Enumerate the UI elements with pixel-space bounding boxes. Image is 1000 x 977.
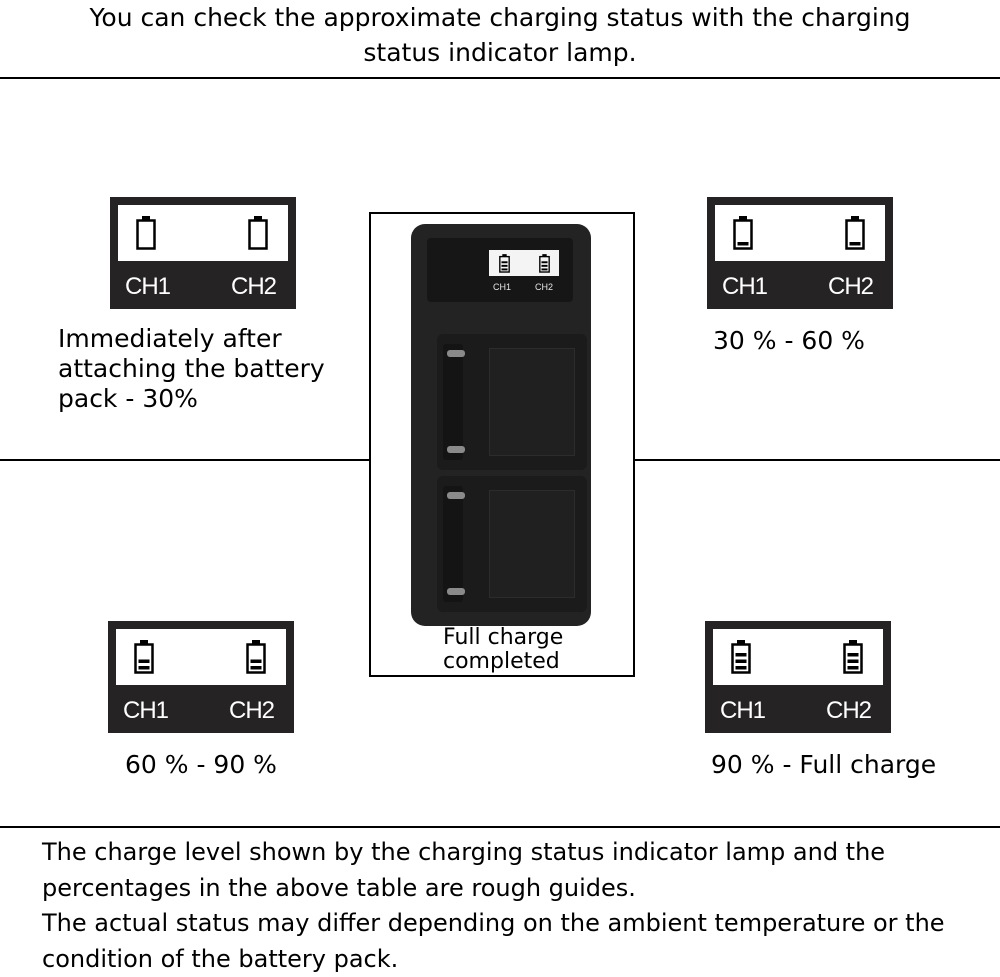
battery-slot-upper: [437, 334, 587, 470]
ch1-label: CH1: [720, 697, 766, 724]
heading: You can check the approximate charging status with the charging status indicator lamp.: [89, 3, 911, 67]
battery-icon: [248, 216, 268, 250]
indicator-screen: [116, 629, 286, 685]
battery-bar: [736, 666, 747, 670]
dual-charger-image: [411, 224, 591, 626]
indicator-panel-one-bar: [707, 197, 893, 309]
contact-pin: [447, 446, 465, 453]
indicator-screen: [715, 205, 885, 261]
battery-bar: [736, 660, 747, 664]
battery-icon: [733, 216, 753, 250]
caption-two-bars: 60 % - 90 %: [125, 750, 277, 779]
ch2-label: CH2: [229, 697, 275, 724]
slot-latch: [489, 348, 575, 456]
battery-icon: [845, 216, 865, 250]
battery-icon: [134, 640, 154, 674]
battery-bar: [541, 265, 547, 267]
charger-lcd: [427, 238, 573, 302]
indicator-panel-empty: [110, 197, 296, 309]
lcd-ch2-label: CH2: [535, 282, 554, 292]
battery-bar: [501, 268, 507, 270]
ch1-label: CH1: [123, 697, 169, 724]
full-charge-caption: Full charge completed: [443, 625, 564, 674]
slot-latch: [489, 490, 575, 598]
battery-bar: [501, 265, 507, 267]
caption-three-bars: 90 % - Full charge: [711, 750, 937, 779]
battery-icon: [136, 216, 156, 250]
battery-bar: [848, 666, 859, 670]
ch2-label: CH2: [828, 273, 874, 300]
battery-bar: [251, 660, 262, 664]
battery-bar: [736, 653, 747, 657]
ch1-label: CH1: [722, 273, 768, 300]
battery-body: [250, 221, 267, 249]
top-divider: [0, 77, 1000, 79]
charger-image-box: [369, 212, 635, 677]
footer-note-line-1: The charge level shown by the charging status indicator lamp and the percentages in the above table are rough guides.: [42, 838, 886, 902]
footer-note: [42, 835, 982, 977]
battery-bar: [541, 261, 547, 263]
battery-bar: [848, 660, 859, 664]
battery-body: [138, 221, 155, 249]
battery-bar: [251, 666, 262, 670]
battery-bar: [139, 660, 150, 664]
ch2-label: CH2: [826, 697, 872, 724]
battery-bar: [738, 242, 749, 246]
battery-bar: [501, 261, 507, 263]
footer-note-line-2: The actual status may differ depending on the ambient temperature or the condition of the battery pack.: [42, 909, 945, 973]
charger-lcd-window: [489, 250, 559, 276]
battery-slot-lower: [437, 476, 587, 612]
battery-icon: [499, 254, 510, 273]
bottom-divider: [0, 826, 1000, 828]
battery-icon: [539, 254, 550, 273]
middle-divider-right: [634, 459, 1000, 461]
lcd-ch1-label: CH1: [493, 282, 512, 292]
slot-rail: [443, 344, 463, 460]
indicator-screen: [118, 205, 288, 261]
indicator-panel-three-bars: [705, 621, 891, 733]
battery-icon: [246, 640, 266, 674]
caption-one-bar: 30 % - 60 %: [713, 326, 865, 355]
contact-pin: [447, 350, 465, 357]
ch2-label: CH2: [231, 273, 277, 300]
slot-rail: [443, 486, 463, 602]
indicator-panel-two-bars: [108, 621, 294, 733]
battery-bar: [848, 653, 859, 657]
middle-divider-left: [0, 459, 370, 461]
caption-empty: Immediately after attaching the battery pack - 30%: [58, 324, 325, 413]
battery-icon: [843, 640, 863, 674]
indicator-screen: [713, 629, 883, 685]
ch1-label: CH1: [125, 273, 171, 300]
battery-bar: [541, 268, 547, 270]
battery-icon: [731, 640, 751, 674]
contact-pin: [447, 588, 465, 595]
contact-pin: [447, 492, 465, 499]
battery-bar: [850, 242, 861, 246]
battery-bar: [139, 666, 150, 670]
